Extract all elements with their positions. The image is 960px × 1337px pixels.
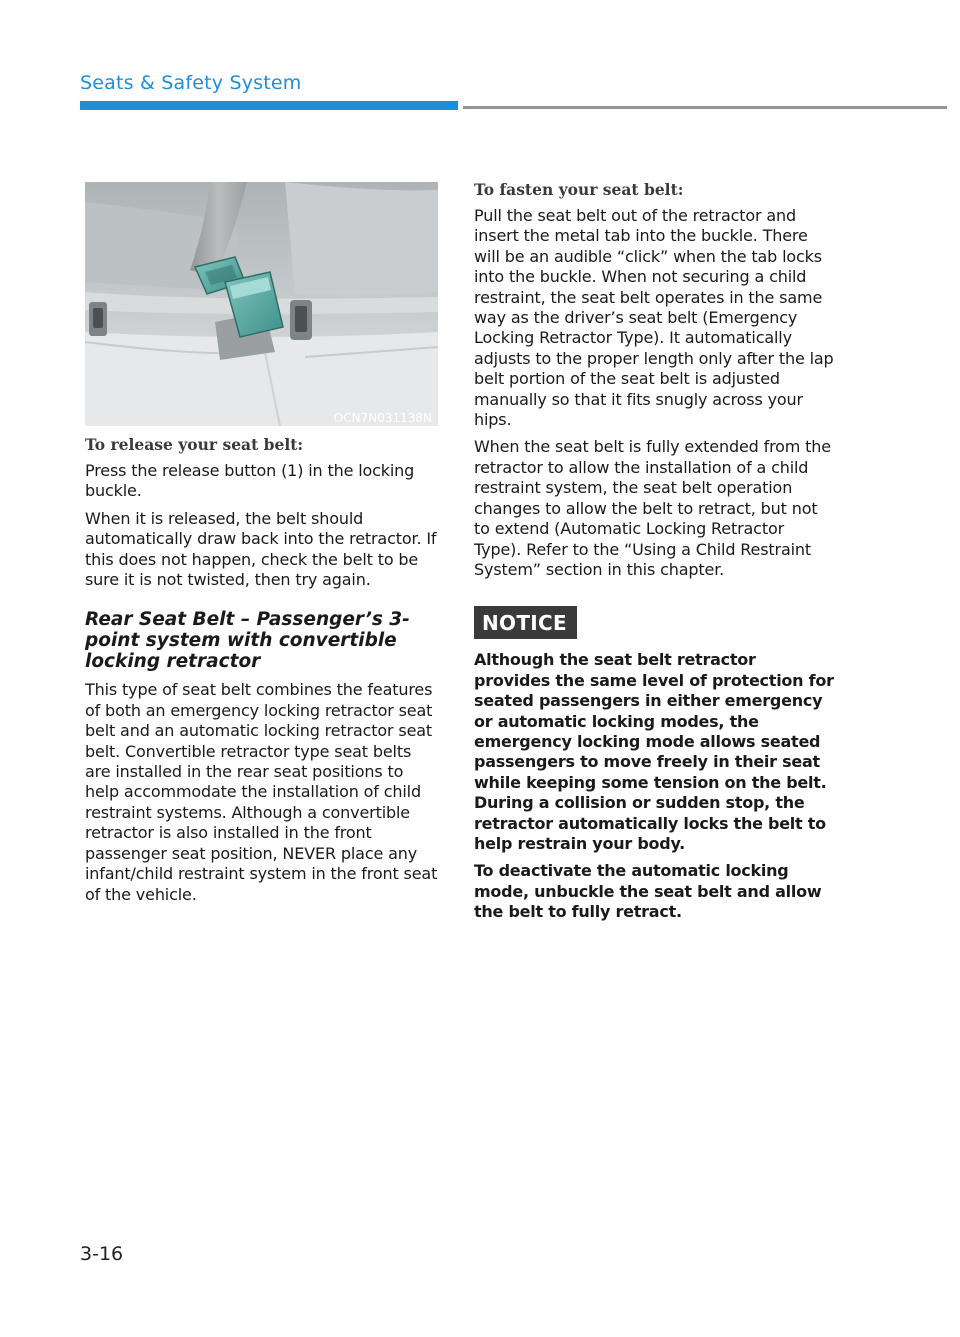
release-heading: To release your seat belt: — [85, 435, 304, 454]
convertible-retractor-paragraph: This type of seat belt combines the features of both an emergency locking retractor seat belt and an automatic locking retractor seat belt. Convertible retractor type seat belts are installed in the rear seat positions to help accommodate the installation of child restraint systems. Although a convertible retractor is also installed in the front passenger seat position, NEVER place any infant/child restraint system in the front seat of the vehicle. — [85, 680, 438, 904]
right-column — [474, 180, 834, 930]
notice-paragraph-1: Although the seat belt retractor provides the same level of protection for seated passengers in either emergency or automatic locking modes, the emergency locking mode allows seated passengers to move freely in their seat while keeping some tension on the belt. During a collision or sudden stop, the retractor automatically locks the belt to help restrain your body. — [474, 650, 834, 853]
seat-belt-buckle-icon — [85, 182, 438, 426]
fasten-paragraph-1: Pull the seat belt out of the retractor and insert the metal tab into the buckle. There will be an audible “click” when the tab locks into the buckle. When not securing a child restraint, the seat belt operates in the same way as the driver’s seat belt (Emergency Locking Retractor Type). It automatically adjusts to the proper length only after the lap belt portion of the seat belt is adjusted manually so that it fits snugly across your hips. — [474, 206, 834, 430]
left-column — [85, 435, 440, 912]
fasten-heading: To fasten your seat belt: — [474, 180, 684, 199]
notice-label: NOTICE — [474, 606, 577, 639]
figure-code: OCN7N031138N — [333, 411, 432, 425]
header-accent-rule — [80, 101, 458, 110]
notice-paragraph-2: To deactivate the automatic locking mode, unbuckle the seat belt and allow the belt to fully retract. — [474, 861, 822, 922]
release-paragraph-1: Press the release button (1) in the locking buckle. — [85, 461, 415, 501]
rear-seat-belt-subhead: Rear Seat Belt – Passenger’s 3-point system with convertible locking retractor — [85, 609, 410, 673]
header-divider-rule — [463, 106, 947, 109]
release-paragraph-2: When it is released, the belt should automatically draw back into the retractor. If this does not happen, check the belt to be sure it is not twisted, then try again. — [85, 508, 437, 590]
seat-belt-illustration — [85, 182, 438, 426]
section-title: Seats & Safety System — [80, 72, 302, 94]
fasten-paragraph-2: When the seat belt is fully extended from the retractor to allow the installation of a child restraint system, the seat belt operation changes to allow the belt to retract, but not to extend (Automatic Locking Retractor Type). Refer to the “Using a Child Restraint System” section in this chapter. — [474, 437, 831, 579]
page-number: 3-16 — [80, 1243, 124, 1265]
